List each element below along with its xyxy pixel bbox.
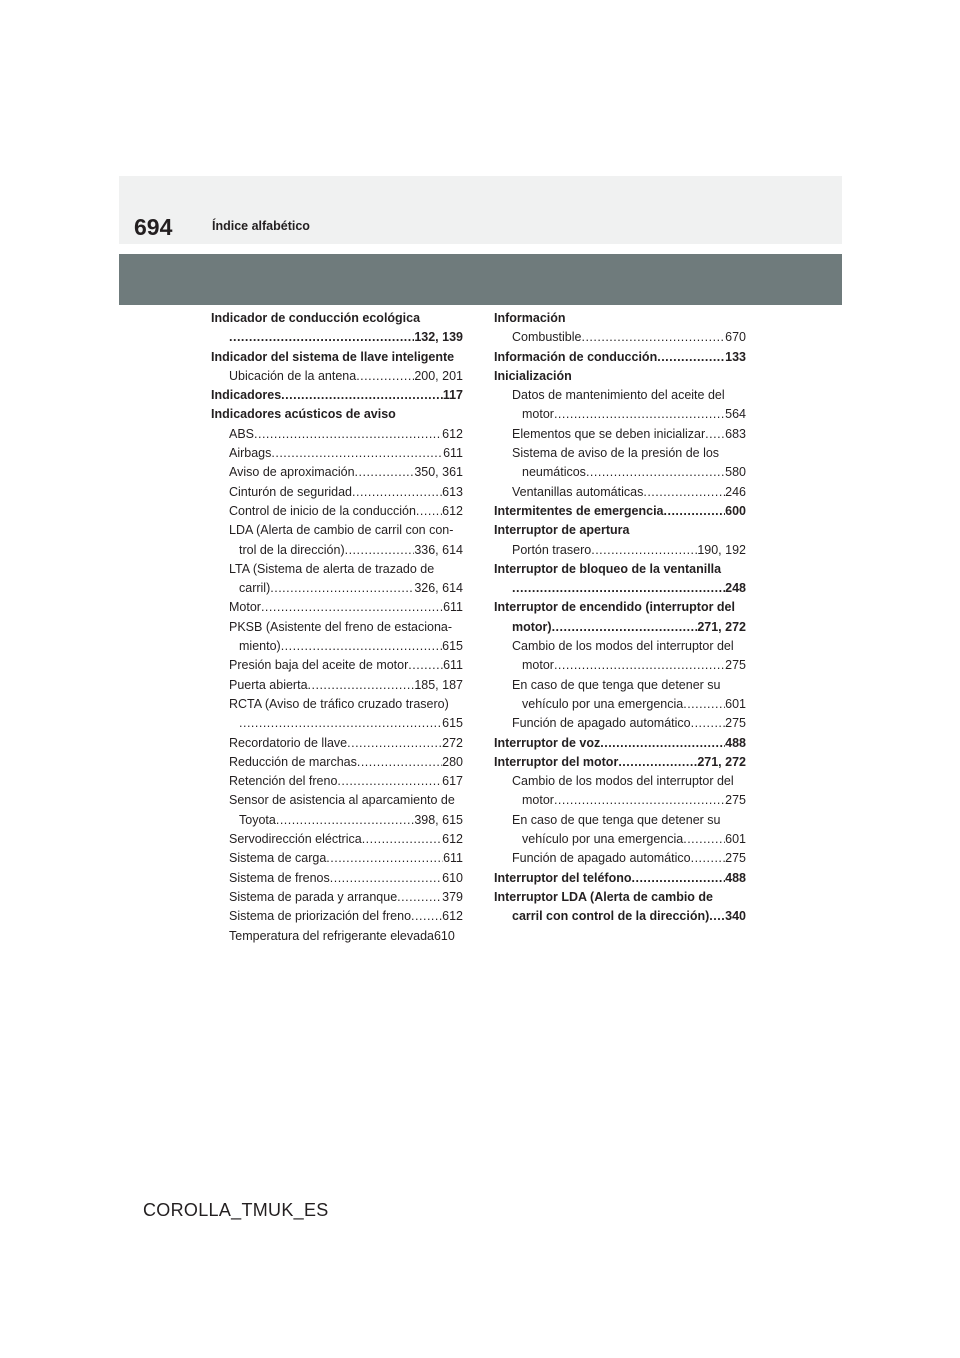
index-subentry: En caso de que tenga que detener su	[512, 812, 721, 827]
index-subentry: Portón trasero ..... 190, 192	[494, 541, 746, 560]
header-band	[119, 176, 842, 244]
index-subentry: Elementos que se deben inicializar ..... 683	[494, 425, 746, 444]
index-entry: Inicialización	[494, 368, 572, 383]
index-entry: Información	[494, 311, 566, 325]
index-subentry: LDA (Alerta de cambio de carril con con-	[229, 523, 454, 538]
footer-document-code: COROLLA_TMUK_ES	[143, 1200, 329, 1220]
index-entry: Interruptor de voz ..... 488	[494, 734, 746, 753]
index-subentry: Recordatorio de llave ..... 272	[211, 734, 463, 753]
index-subentry: neumáticos ..... 580	[494, 463, 746, 482]
index-entry: Interruptor de encendido (interruptor del	[494, 600, 735, 615]
index-subentry: trol de la dirección) ..... 336, 614	[211, 541, 463, 560]
index-subentry: Sistema de frenos ..... 610	[211, 869, 463, 888]
index-subentry: Cambio de los modos del interruptor del	[512, 639, 734, 654]
index-subentry: Aviso de aproximación ..... 350, 361	[211, 463, 463, 482]
index-entry: Indicadores ..... 117	[211, 386, 463, 405]
index-subentry: Sistema de priorización del freno ..... 612	[211, 907, 463, 926]
index-subentry: Función de apagado automático ..... 275	[494, 714, 746, 733]
index-subentry: LTA (Sistema de alerta de trazado de	[229, 561, 435, 576]
index-subentry: Datos de mantenimiento del aceite del	[512, 388, 725, 403]
index-entry: Interruptor de apertura	[494, 523, 630, 538]
index-subentry: Puerta abierta ..... 185, 187	[211, 676, 463, 695]
index-entry: Interruptor de bloqueo de la ventanilla	[494, 561, 722, 576]
index-subentry: motor ..... 564	[494, 405, 746, 424]
index-subentry: Cinturón de seguridad ..... 613	[211, 483, 463, 502]
index-subentry: Control de inicio de la conducción ..... 612	[211, 502, 463, 521]
index-subentry: miento) ..... 615	[211, 637, 463, 656]
index-entry: Indicador de conducción ecológica	[211, 311, 421, 325]
index-entry: Indicadores acústicos de aviso	[211, 407, 396, 422]
index-subentry: Retención del freno ..... 617	[211, 772, 463, 791]
index-subentry: motor ..... 275	[494, 791, 746, 810]
index-subentry: Ventanillas automáticas ..... 246	[494, 483, 746, 502]
index-subentry: Reducción de marchas ..... 280	[211, 753, 463, 772]
index-subentry: Servodirección eléctrica ..... 612	[211, 830, 463, 849]
index-subentry: Cambio de los modos del interruptor del	[512, 774, 734, 789]
page-number: 694	[134, 214, 173, 240]
index-subentry: Temperatura del refrigerante elevada 610	[229, 928, 455, 943]
index-column-right	[494, 309, 746, 927]
header-dark-band	[119, 254, 842, 305]
index-subentry: RCTA (Aviso de tráfico cruzado trasero)	[229, 696, 449, 711]
index-entry: Indicador del sistema de llave inteligente	[211, 349, 455, 364]
index-subentry: vehículo por una emergencia ..... 601	[494, 695, 746, 714]
index-entry: Interruptor del teléfono ..... 488	[494, 869, 746, 888]
index-subentry: ABS ..... 612	[211, 425, 463, 444]
index-entry: Intermitentes de emergencia ..... 600	[494, 502, 746, 521]
index-entry: Información de conducción ..... 133	[494, 348, 746, 367]
index-entry: motor) ..... 271, 272	[494, 618, 746, 637]
index-entry: carril con control de la dirección) ..... 340	[494, 907, 746, 926]
index-subentry: vehículo por una emergencia ..... 601	[494, 830, 746, 849]
index-subentry: carril) ..... 326, 614	[211, 579, 463, 598]
section-title: Índice alfabético	[212, 219, 310, 233]
index-subentry: ..... 615	[211, 714, 463, 733]
index-subentry: Motor ..... 611	[211, 598, 463, 617]
index-subentry: Presión baja del aceite de motor ..... 611	[211, 656, 463, 675]
index-subentry: Airbags ..... 611	[211, 444, 463, 463]
index-subentry: PKSB (Asistente del freno de estaciona-	[229, 619, 453, 634]
index-subentry: Combustible ..... 670	[494, 328, 746, 347]
index-entry: Interruptor del motor ..... 271, 272	[494, 753, 746, 772]
index-subentry: Ubicación de la antena ..... 200, 201	[211, 367, 463, 386]
index-subentry: En caso de que tenga que detener su	[512, 677, 721, 692]
index-subentry: Sensor de asistencia al aparcamiento de	[229, 793, 455, 808]
index-subentry: Sistema de aviso de la presión de los	[512, 446, 720, 461]
index-entry: ..... 132, 139	[211, 328, 463, 347]
index-subentry: motor ..... 275	[494, 656, 746, 675]
index-entry: Interruptor LDA (Alerta de cambio de	[494, 889, 714, 904]
index-subentry: Función de apagado automático ..... 275	[494, 849, 746, 868]
index-column-left	[211, 309, 463, 946]
index-subentry: Sistema de parada y arranque ..... 379	[211, 888, 463, 907]
index-subentry: Toyota ..... 398, 615	[211, 811, 463, 830]
index-subentry: Sistema de carga ..... 611	[211, 849, 463, 868]
index-entry: ..... 248	[494, 579, 746, 598]
